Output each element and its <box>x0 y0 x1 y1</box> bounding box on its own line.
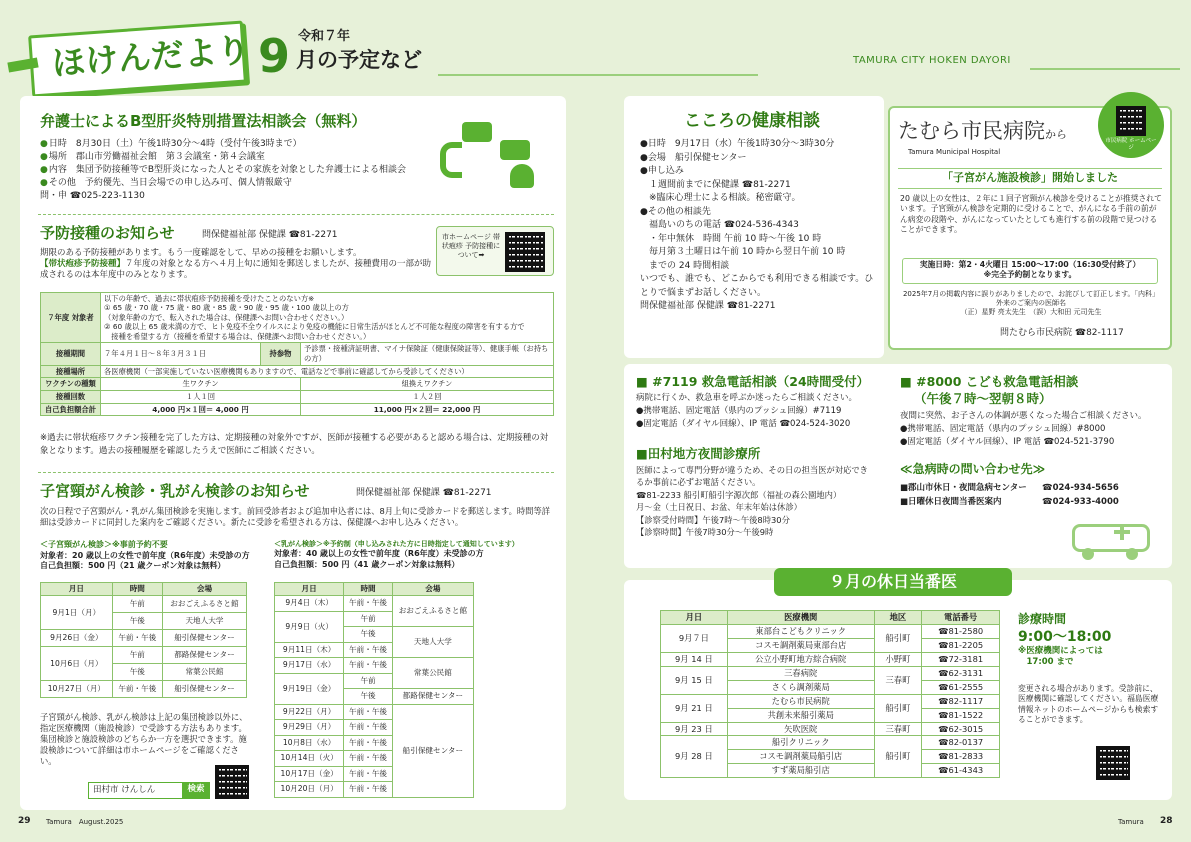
hb-line: ● 内容 集団予防接種等でB型肝炎になった人とその家族を対象とした弁護士による相談会 <box>40 164 560 177</box>
month-suffix: 月の予定など <box>296 48 422 72</box>
vac-note: ※過去に帯状疱疹ワクチン接種を完了した方は、定期接種の対象外ですが、医師が接種する必要があると認める場合は、定期接種の対象となります。過去の接種履歴を確認したうえで医師にご相談ください。 <box>40 433 549 457</box>
month-number: 9 <box>258 29 291 83</box>
mind-title: こころの健康相談 <box>684 111 820 131</box>
cervical-table: 月日 時間 会場 9月1日（月） 午前 おおごえふるさと館 午後 天地人大学 9月26日（金） 午前・午後 船引保健センター 10月6日（月） 午前 都路保健センター 午後 常葉公民館 10月27日（月） 午前・午後 船引保健センター <box>40 582 247 698</box>
cancer-dept: 問保健福祉部 保健課 ☎81-2271 <box>356 488 492 498</box>
search-label: 田村市 けんしん <box>93 785 156 795</box>
ambulance-icon <box>1072 516 1154 560</box>
header <box>0 0 1191 92</box>
vac-table: ７年度 対象者 以下の年齢で、過去に帯状疱疹予防接種を受けたことのない方※ ① 65 歳・70 歳・75 歳・80 歳・85 歳・90 歳・95 歳・100 歳以上の方 （対象年齢の方で、転入された場合は、保健課へお問い合わせください。） ② 60 歳以上 65 歳未満の方で、ヒト免疫不全ウイルスにより免疫の機能に日常生活がほとんど不可能な程度の障害を有する方で 接種を希望する方（接種を希望する場合は、保健課へお問い合わせください。） 接種期間 ７年４月１日～８年３月３１日 持参物 予診票・接種済証明書、マイナ保険証（健康保険証等）、健康手帳（お持ちの方） 接種場所 各医療機関（一部実施していない医療機関もありますので、電話などで事前に確認してから受診してください） ワクチンの種類 生ワクチン 組換えワクチン 接種回数 １人１回 １人２回 自己負担額合計 4,000 円×１回＝ 4,000 円 11,000 円×２回＝ 22,000 円 <box>40 292 554 416</box>
hours-title: 診療時間 <box>1018 612 1067 626</box>
qr-code[interactable] <box>1096 746 1130 780</box>
hb-line: ● その他 予約優先、当日会場での申し込み可、個人情報厳守 <box>40 177 560 190</box>
hospital-title: たむら市民病院から <box>898 119 1067 143</box>
divider <box>38 214 554 215</box>
breast-info: ＜乳がん検診＞※予約制（申し込みされた方に日時指定して通知しています） 対象者：40 歳以上の女性で前年度（R6年度）未受診の方 自己負担額：500 円（41 歳クーポン対象は無料） <box>274 540 519 569</box>
search-button[interactable]: 検索 <box>182 782 210 799</box>
left-page-number: 29 <box>18 816 31 826</box>
e8000-title: ■ #8000 こども救急電話相談 （午後７時～翌朝８時） <box>900 374 1079 406</box>
vac-qr-box <box>436 226 554 276</box>
e8000-body: 夜間に突然、お子さんの体調が悪くなった場合ご相談ください。 ●携帯電話、固定電話（県内のプッシュ回線）#8000 ●固定電話（ダイヤル回線）、IP 電話 ☎024-521-3790 <box>900 411 1147 447</box>
hospital-note: 2025年7月の掲載内容に誤りがありましたので、お詫びして訂正します。「内科」外来のご案内の医師名 （正）星野 亮太先生 （誤）大和田 元司先生 <box>902 290 1160 317</box>
left-footer-label: Tamura August.2025 <box>46 818 124 826</box>
town-illustration <box>1030 40 1180 70</box>
e7119-title: ■ #7119 救急電話相談（24時間受付） <box>636 374 870 389</box>
hospital-qr-label: 市民病院 ホームページ <box>1105 138 1157 152</box>
cervical-info: ＜子宮頸がん検診＞※事前予約不要 対象者：20 歳以上の女性で前年度（R6年度）未受診の方 自己負担額：500 円（21 歳クーポン対象は無料） <box>40 540 250 571</box>
town-illustration <box>438 46 758 76</box>
hospital-sub: Tamura Municipal Hospital <box>908 148 1001 156</box>
divider <box>38 472 554 473</box>
right-footer-label: Tamura <box>1118 818 1144 826</box>
vac-title: 予防接種のお知らせ <box>40 224 175 242</box>
page-title: ほけんだより <box>50 30 252 83</box>
cancer-intro: 次の日程で子宮頸がん・乳がん集団検診を実施します。前回受診者および追加申込者には、8月上旬に受診カードを郵送します。時間等詳細は受診カードに同封した案内をご確認ください。新たに受診を希望される方は、保健課へお申し込みください。 <box>40 506 551 527</box>
holiday-table: 月日 医療機関 地区 電話番号 9月７日 東部台こどもクリニック 船引町 ☎81-2580 コスモ調剤薬局東部台店 ☎81-2205 9月 14 日 公立小野町地方綜合病院 小野町 ☎72-3181 9月 15 日 三春病院 三春町 ☎62-3131 さくら調剤薬局 ☎61-2555 9月 21 日 たむら市民病院 船引町 ☎82-1117 共創未来船引薬局 ☎81-1522 9月 23 日 矢吹医院 三春町 ☎62-3015 9月 28 日 船引クリニック 船引町 ☎82-0137 コスモ調剤薬局船引店 ☎81-2833 すず薬局船引店 ☎61-4343 <box>660 610 1000 778</box>
qr-code[interactable] <box>1116 106 1146 136</box>
hb-title: 弁護士によるB型肝炎特別措置法相談会（無料） <box>40 112 367 130</box>
sudden-body: ■郡山市休日・夜間急病センター ☎024-934-5656 ■日曜休日夜間当番医案内 ☎024-933-4000 <box>900 483 1119 507</box>
vac-qr-label: 市ホームページ 帯状疱疹 予防接種に ついて➡ <box>441 233 501 260</box>
e7119-body: 病院に行くか、救急車を呼ぶか迷ったらご相談ください。 ●携帯電話、固定電話（県内のプッシュ回線）#7119 ●固定電話（ダイヤル回線）、IP 電話 ☎024-524-3020 <box>636 393 858 429</box>
hours-note: ※医療機関によっては 17:00 まで <box>1018 646 1103 668</box>
brand-label: TAMURA CITY HOKEN DAYORI <box>853 55 1011 66</box>
sudden-title: ≪急病時の問い合わせ先≫ <box>900 462 1046 476</box>
hb-line: ● 場所 郡山市労働福祉会館 第３会議室・第４会議室 <box>40 151 560 164</box>
vac-dept: 問保健福祉部 保健課 ☎81-2271 <box>202 230 338 240</box>
hb-contact: 問・申 ☎025-223-1130 <box>40 190 145 201</box>
right-page-number: 28 <box>1160 816 1173 826</box>
night-body: 医師によって専門分野が違うため、その日の担当医が対応できるか事前に必ずお電話ください。 ☎81-2233 船引町船引字源次郎（福祉の森公園地内） 月～金（土日祝日、お盆、年末年始は休診） 【診察受付時間】午後7時～午後8時30分 【診察時間】午後7時30分～午後9時 <box>636 465 868 538</box>
holiday-title: ９月の休日当番医 <box>774 568 1012 596</box>
holiday-info: 変更される場合があります。受診前に、医療機関に確認してください。福島医療情報ネットのホームページからも検索することができます。 <box>1018 684 1159 724</box>
year-label: 令和７年 <box>298 29 351 44</box>
vac-intro: 期限のある予防接種があります。もう一度確認をして、早めの接種をお願いします。 【帯状疱疹予防接種】７年度の対象となる方へ４月上旬に通知を郵送しましたが、接種費用の一部が助成されるのは本年度中のみとなります。 <box>40 248 432 281</box>
mind-body: ●日時 9月17日（水）午後1時30分～3時30分 ●会場 船引保健センター ●申し込み １週間前までに保健課 ☎81-2271 ※臨床心理士による相談。秘密厳守。 ●その他の相談先 福島いのちの電話 ☎024-536-4343 ・年中無休 時間 午前 10 時～午後 10 時 毎月第３土曜日は午前 10 時から翌日午前 10 時 までの 24 時間相談 いつでも、誰でも、どこからでも利用できる相談です。ひとりで悩まずお話しください。 問保健福祉部 保健課 ☎81-2271 <box>640 139 874 311</box>
qr-code[interactable] <box>505 232 545 272</box>
hours-value: 9:00～18:00 <box>1018 629 1112 645</box>
cancer-title: 子宮頸がん検診・乳がん検診のお知らせ <box>40 482 310 500</box>
hospital-contact: 問たむら市民病院 ☎82-1117 <box>1000 328 1124 338</box>
cancer-footer: 子宮頸がん検診、乳がん検診は上記の集団検診以外に、指定医療機関（施設検診）で受診する方法もあります。集団検診と施設検診のどちらか一方を選択できます。施設検診について詳細は市ホームページをご確認ください。 <box>40 712 248 766</box>
hospital-body: 20 歳以上の女性は、２年に１回子宮頸がん検診を受けることが推奨されています。子宮頸がん検診を定期的に受けることで、がんになる手前の前がん病変の段階や、がんになっていたとしても進行する前の段階で見つけることができます。 <box>900 194 1162 234</box>
breast-table: 月日 時間 会場 9月4日（木） 午前・午後 おおごえふるさと館 9月9日（火） 午前 午後 天地人大学 9月11日（木） 午前・午後 9月17日（水） 午前・午後 常葉公民館 9月19日（金） 午前 午後 都路保健センター 9月22日（月） 午前・午後 船引保健センター 9月29日（月） 午前・午後 10月8日（水） 午前・午後 10月14日（火） 午前・午後 10月17日（金） 午前・午後 10月20日（月） 午前・午後 <box>274 582 474 798</box>
phone-chat-icon <box>440 122 550 194</box>
hospital-schedule-box: 実施日時：第2・4火曜日 15:00～17:00（16:30受付終了） ※完全予約制となります。 <box>902 258 1158 284</box>
hospital-headline: 「子宮がん施設検診」開始しました <box>898 168 1162 189</box>
night-title: ■田村地方夜間診療所 <box>636 446 761 461</box>
qr-code[interactable] <box>215 765 249 799</box>
hb-line: ● 日時 8月30日（土）午後1時30分～4時（受付午後3時まで） <box>40 138 560 151</box>
